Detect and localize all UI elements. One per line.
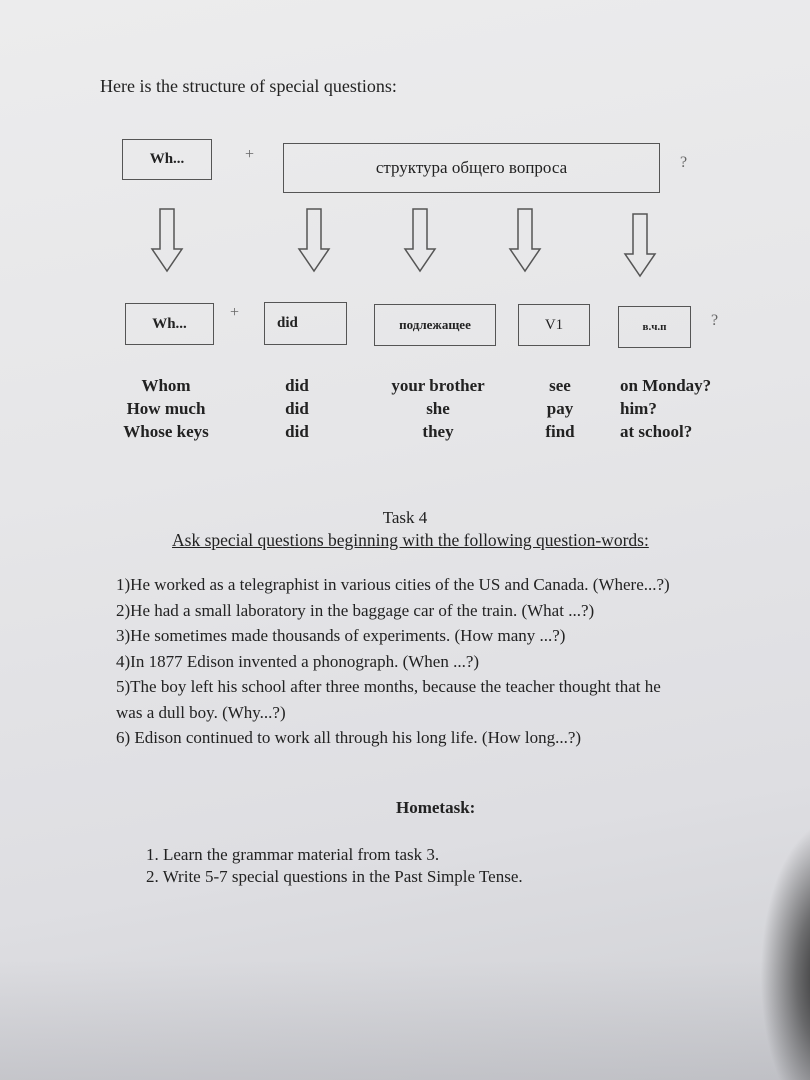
general-question-box: структура общего вопроса [283, 143, 660, 193]
list-item: 3)He sometimes made thousands of experiments. (How many ...?) [116, 626, 566, 645]
wh-box-top: Wh... [122, 139, 212, 180]
example-auxiliary: did [285, 376, 309, 395]
example-wh-word: Whom [141, 376, 191, 395]
subject-box: подлежащее [374, 304, 496, 346]
list-item: 2. Write 5-7 special questions in the Past Simple Tense. [146, 867, 523, 886]
list-item: 5)The boy left his school after three months, because the teacher thought that he [116, 677, 661, 696]
examples-verbs [532, 374, 588, 443]
example-verb: find [545, 422, 575, 441]
task4-title: Task 4 [382, 508, 428, 527]
hometask-list [146, 844, 523, 888]
task4-instruction: Ask special questions beginning with the following question-words: [172, 530, 649, 550]
example-subject: your brother [391, 376, 485, 395]
down-arrow-icon [623, 212, 657, 278]
intro-text: Here is the structure of special questions: [100, 76, 397, 96]
page-shading [0, 960, 810, 1080]
plus-sign-top: + [245, 146, 255, 163]
adverbial-box: в.ч.п [618, 306, 691, 348]
down-arrow-icon [403, 207, 437, 273]
example-rest: him? [620, 399, 657, 418]
example-verb: see [549, 376, 571, 395]
list-item: 6) Edison continued to work all through his long life. (How long...?) [116, 728, 582, 747]
plus-sign-bottom: + [230, 304, 240, 321]
example-subject: she [426, 399, 450, 418]
task4-list [116, 572, 670, 751]
wh-box-bottom: Wh... [125, 303, 214, 345]
question-mark-bottom: ? [711, 312, 719, 329]
list-item: 1)He worked as a telegraphist in various cities of the US and Canada. (Where...?) [116, 575, 670, 594]
example-wh-word: Whose keys [123, 422, 209, 441]
list-item: 2)He had a small laboratory in the baggage car of the train. (What ...?) [116, 600, 595, 620]
list-item: was a dull boy. (Why...?) [116, 702, 286, 722]
list-item: 1. Learn the grammar material from task 3. [146, 845, 440, 864]
example-subject: they [422, 422, 454, 441]
question-mark-top: ? [680, 154, 688, 171]
example-rest: on Monday? [620, 376, 712, 395]
down-arrow-icon [508, 207, 542, 273]
hometask-title: Hometask: [396, 798, 476, 817]
examples-wh-words [108, 374, 224, 443]
examples-rest [620, 374, 740, 443]
example-rest: at school? [620, 422, 693, 441]
down-arrow-icon [150, 207, 184, 273]
down-arrow-icon [297, 207, 331, 273]
example-verb: pay [546, 399, 574, 418]
example-auxiliary: did [285, 399, 309, 418]
example-wh-word: How much [126, 399, 206, 418]
hand-shadow [760, 820, 810, 1080]
list-item: 4)In 1877 Edison invented a phonograph. (When ...?) [116, 651, 480, 671]
verb-box: V1 [518, 304, 590, 346]
example-auxiliary: did [285, 422, 309, 441]
did-box: did [264, 302, 347, 345]
examples-auxiliaries [272, 374, 322, 443]
examples-subjects [378, 374, 498, 443]
